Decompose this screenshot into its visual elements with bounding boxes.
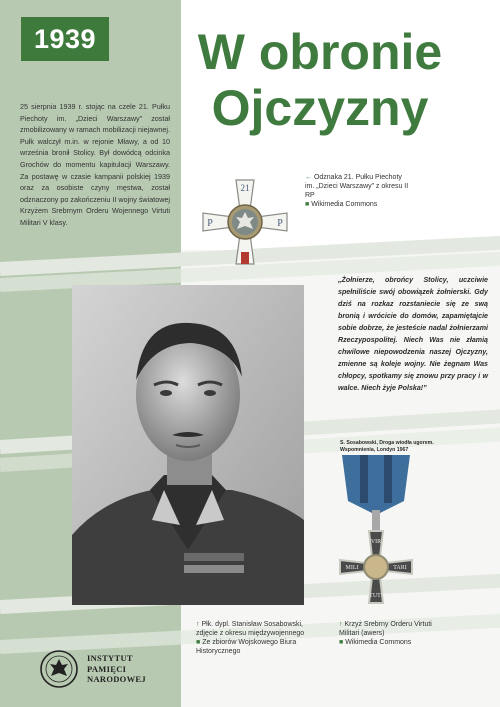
- medal-text-top: VIR: [370, 539, 382, 545]
- quote-source-line-2: Wspomnienia, Londyn 1967: [340, 447, 409, 453]
- title-line-2: Ojczyzny: [211, 80, 429, 136]
- arrow-up-icon: ↑: [339, 621, 343, 628]
- institution-line-3: NARODOWEJ: [87, 674, 146, 685]
- page-title: [150, 24, 490, 136]
- medal-text-bottom: TUTI: [369, 593, 383, 599]
- medal-caption: [339, 620, 449, 647]
- year-badge: [21, 17, 109, 61]
- camera-icon: ■: [196, 639, 201, 646]
- quote-source: [340, 440, 488, 454]
- institution-line-1: INSTYTUT: [87, 653, 133, 664]
- badge-number: 21: [240, 183, 250, 193]
- badge-caption-text: Odznaka 21. Pułku Piechoty im. „Dzieci Warszawy” z okresu II RP: [305, 174, 409, 199]
- regiment-badge-image: [199, 176, 291, 268]
- medal-caption-source: Wikimedia Commons: [345, 639, 412, 646]
- arrow-left-icon: ←: [305, 174, 312, 181]
- portrait-photo: [72, 285, 304, 605]
- institution-line-2: PAMIĘCI: [87, 663, 127, 674]
- intro-paragraph: 25 sierpnia 1939 r. stojąc na czele 21. Pułku Piechoty im. „Dzieci Warszawy” został zmobilizowany w ramach mobilizacji niejawnej. Pułk walczył m.in. w rejonie Mławy, a od 10 września bronił Stolicy. Był dowódcą odcinka Grochów do momentu kapitulacji Warszawy. Za postawę w czasie kampanii polskiej 1939 oraz za osobiste czyny męstwa, został odznaczony po zakończeniu II wojny światowej Krzyżem Srebrnym Orderu Wojennego Virtuti Militari V klasy.: [20, 102, 170, 227]
- virtuti-militari-medal-image: [330, 455, 422, 615]
- ipn-seal-logo: [39, 649, 79, 689]
- medal-text-right: TARI: [393, 565, 407, 571]
- portrait-caption: [196, 620, 326, 656]
- medal-caption-text: Krzyż Srebrny Orderu Virtuti Militari (awers): [339, 621, 432, 637]
- title-line-1: W obronie: [197, 24, 443, 80]
- badge-letter-right: P: [277, 218, 283, 229]
- portrait-caption-source: Ze zbiorów Wojskowego Biura Historycznego: [196, 639, 297, 655]
- badge-caption-source: Wikimedia Commons: [311, 201, 378, 208]
- quote-source-line-1: S. Sosabowski, Droga wiodła ugorem.: [340, 440, 434, 446]
- camera-icon: ■: [305, 201, 310, 208]
- arrow-up-icon: ↑: [196, 621, 200, 628]
- quote-text: „Żołnierze, obrońcy Stolicy, uczciwie spełniliście swój obowiązek żołnierski. Gdy dziś na rozkaz rozstaniecie się ze swą bronią i wrócicie do domów, zapamiętajcie sobie dobrze, że jesteście nadal żołnierzami Rzeczypospolitej. Niech Was nie złamią chwilowe niepowodzenia naszej Ojczyzny, zmienne są koleje wojny. Nie żegnam Was chłopcy, spotkamy się znowu przy pracy i w walce. Niech żyje Polska!”: [338, 276, 488, 392]
- portrait-caption-text: Płk. dypl. Stanisław Sosabowski, zdjęcie z okresu międzywojennego: [196, 621, 305, 637]
- badge-letter-left: P: [207, 218, 213, 229]
- badge-caption: [305, 173, 410, 209]
- year-label: 1939: [33, 23, 97, 54]
- medal-text-left: MILI: [345, 565, 359, 571]
- camera-icon: ■: [339, 639, 344, 646]
- institution-name: [87, 653, 146, 685]
- institution-logo: [39, 647, 189, 691]
